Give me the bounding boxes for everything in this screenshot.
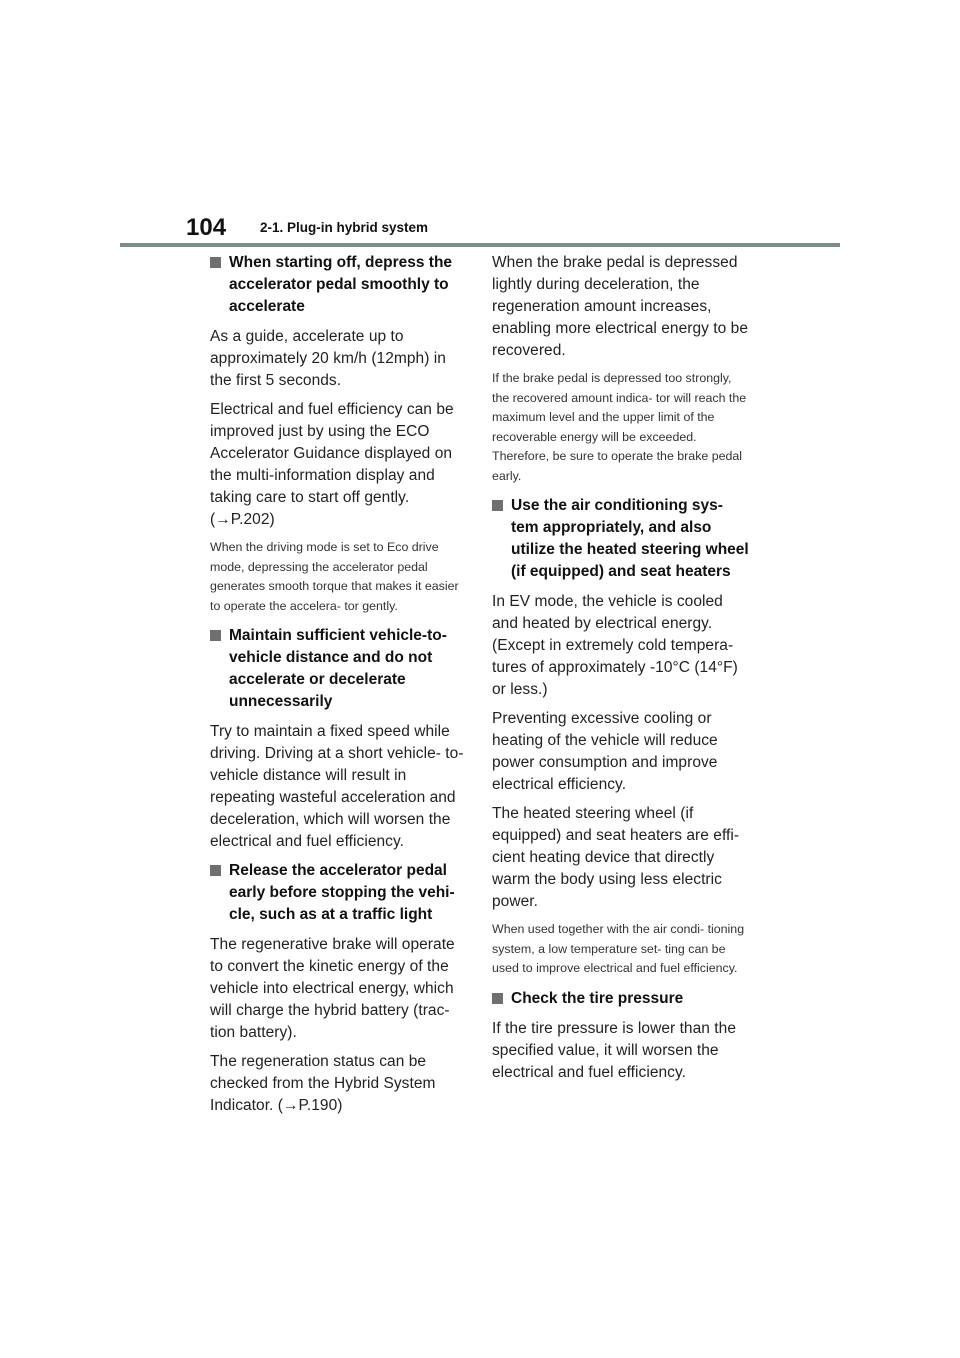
heading-air-conditioning — [492, 495, 750, 583]
heading-release-pedal — [210, 860, 468, 926]
square-bullet-icon — [210, 865, 221, 876]
square-bullet-icon — [492, 500, 503, 511]
section-title: 2-1. Plug-in hybrid system — [260, 220, 429, 235]
paragraph: As a guide, accelerate up to approximately 20 km/h (12mph) in the first 5 seconds. — [210, 328, 446, 389]
heading-text: When starting off, depress the accelerator pedal smoothly to accelerate — [229, 254, 453, 315]
note-text: When the driving mode is set to Eco drive mode, depressing the accelerator pedal generates smooth torque that makes it easier to operate the accelera- tor gently. — [210, 540, 459, 613]
right-column — [492, 252, 750, 1091]
paragraph: In EV mode, the vehicle is cooled and heated by electrical energy. (Except in extremely cold tempera- tures of approximately -10°C (14°F) or less.) — [492, 593, 738, 698]
header-rule — [120, 243, 840, 247]
heading-text: Check the tire pressure — [511, 989, 684, 1007]
heading-text: Release the accelerator pedal early before stopping the vehi- cle, such as at a traffic light — [229, 862, 455, 923]
heading-starting-off — [210, 252, 468, 318]
note-text: If the brake pedal is depressed too strongly, the recovered amount indica- tor will reach the maximum level and the upper limit of the recoverable energy will be exceeded. Therefore, be sure to operate the brake pedal early. — [492, 371, 747, 483]
paragraph: If the tire pressure is lower than the specified value, it will worsen the electrical and fuel efficiency. — [492, 1019, 736, 1081]
page-number: 104 — [186, 214, 227, 241]
heading-distance — [210, 625, 468, 713]
paragraph: The regeneration status can be checked from the Hybrid System Indicator. (→P.190) — [210, 1053, 436, 1114]
left-column — [210, 252, 468, 1124]
paragraph: Electrical and fuel efficiency can be improved just by using the ECO Accelerator Guidance displayed on the multi-information display and taking care to start off gently. (→P.202) — [210, 401, 454, 528]
paragraph: When the brake pedal is depressed lightly during deceleration, the regeneration amount increases, enabling more electrical energy to be recovered. — [492, 254, 749, 359]
heading-tire-pressure — [492, 988, 750, 1010]
note-text: When used together with the air condi- tioning system, a low temperature set- ting can be used to improve electrical and fuel efficiency. — [492, 922, 745, 975]
heading-text: Use the air conditioning sys- tem appropriately, and also utilize the heated steering wheel (if equipped) and seat heaters — [511, 497, 749, 580]
heading-text: Maintain sufficient vehicle-to- vehicle distance and do not accelerate or decelerate unnecessarily — [229, 627, 447, 710]
paragraph: The regenerative brake will operate to convert the kinetic energy of the vehicle into electrical energy, which will charge the hybrid battery (trac- tion battery). — [210, 936, 455, 1041]
square-bullet-icon — [492, 993, 503, 1004]
page-header — [0, 0, 960, 250]
square-bullet-icon — [210, 630, 221, 641]
paragraph: Preventing excessive cooling or heating of the vehicle will reduce power consumption and improve electrical efficiency. — [492, 710, 718, 793]
square-bullet-icon — [210, 257, 221, 268]
paragraph: Try to maintain a fixed speed while driving. Driving at a short vehicle- to-vehicle distance will result in repeating wasteful acceleration and deceleration, which will worsen the electrical and fuel efficiency. — [210, 723, 464, 850]
paragraph: The heated steering wheel (if equipped) and seat heaters are effi- cient heating device that directly warm the body using less electric power. — [492, 805, 740, 910]
